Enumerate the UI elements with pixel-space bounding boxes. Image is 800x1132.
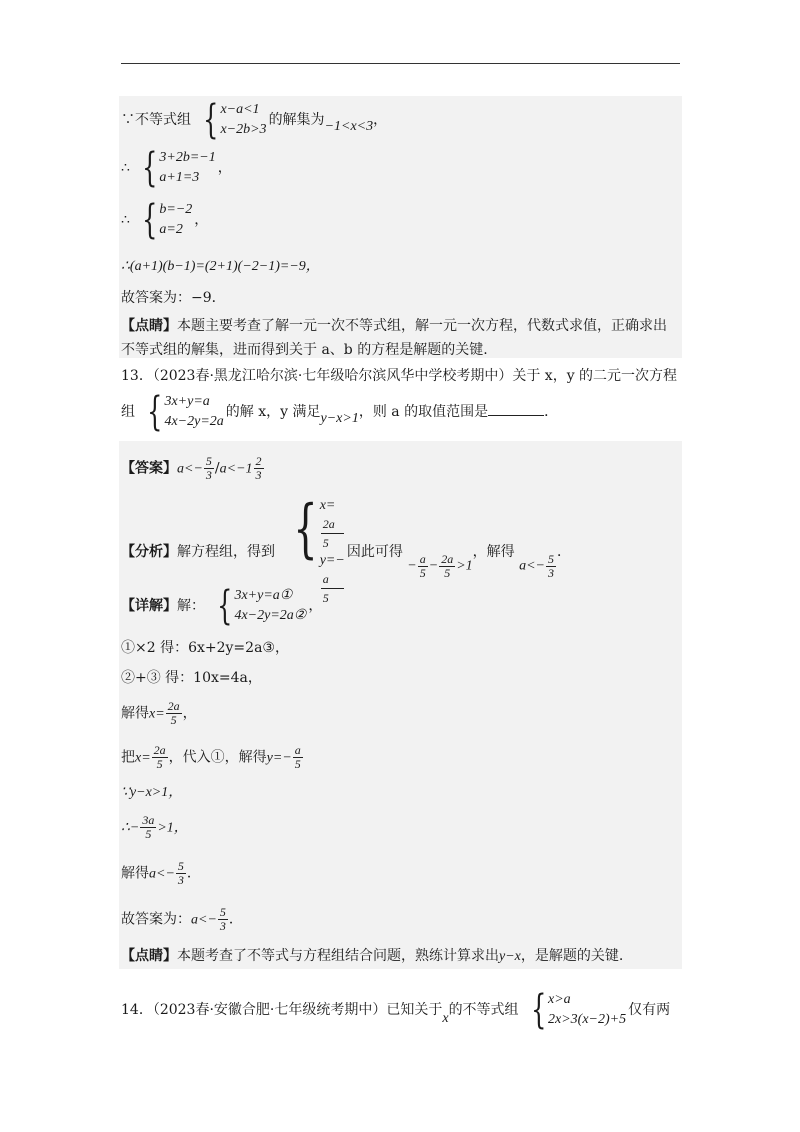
- s13-step-1: ①×2 得：6x+2y=2a③，: [121, 640, 289, 656]
- answer-blank: [488, 403, 544, 416]
- s13-step-2: ②+③ 得：10x=4a，: [121, 670, 262, 686]
- s12-line-system: ∵不等式组 { x−a<1 x−2b>3 的解集为−1<x<3，: [121, 97, 388, 143]
- s13-step-6: ∴− $\frac{3a}{5}$ >1，: [121, 813, 188, 841]
- q13-line-1: 13．（2023春·黑龙江哈尔滨·七年级哈尔滨风华中学校考期中）关于 x，y 的二元一次方程: [121, 368, 678, 384]
- q13-line-2: 组 { 3x+y=a 4x−2y=2a 的解 x，y 满足y−x>1，则 a 的取值范围是 ．: [121, 389, 559, 435]
- s13-analysis: 【分析】解方程组，得到 { x= 2a 5 y=− a 5 因此可得 − $\frac{a}{5}$ − $\frac{2a}{5}$ >1，解得 a<− $\frac{5}{3}$ ．: [121, 492, 571, 605]
- s12-line-eq2: ∴ { b=−2 a=2 ，: [121, 197, 209, 243]
- s13-comment: 【点睛】本题考查了不等式与方程组结合问题，熟练计算求出y−x，是解题的关键.: [121, 948, 624, 964]
- s13-step-5: ∵y−x>1，: [121, 785, 183, 800]
- q14-line-1: 14．（2023春·安徽合肥·七年级统考期中）已知关于x的不等式组 { x>a 2x>3(x−2)+5 仅有两: [121, 987, 671, 1033]
- s12-line-compute: ∴(a+1)(b−1)=(2+1)(−2−1)=−9，: [121, 259, 320, 274]
- s12-line-eq1: ∴ { 3+2b=−1 a+1=3 ，: [121, 145, 232, 191]
- s13-detail: 【详解】解： { 3x+y=a① 4x−2y=2a② ，: [121, 583, 323, 629]
- s12-answer: 故答案为：−9．: [121, 290, 226, 306]
- s13-answer: 【答案】a<− $\frac{5}{3}$ /a<−1 $\frac{2}{3}$: [121, 454, 262, 482]
- s13-step-4: 把x= $\frac{2a}{5}$ ，代入①，解得y=− $\frac{a}{5}$: [121, 743, 301, 771]
- s12-comment-1: 【点睛】本题主要考查了解一元一次不等式组，解一元一次方程，代数式求值，正确求出: [121, 318, 667, 334]
- s13-step-3: 解得x= $\frac{2a}{5}$ ，: [121, 699, 197, 727]
- s13-final-answer: 故答案为：a<− $\frac{5}{3}$ ．: [121, 905, 243, 933]
- s13-step-7: 解得a<− $\frac{5}{3}$ ．: [121, 859, 201, 887]
- s12-comment-2: 不等式组的解集，进而得到关于 a、b 的方程是解题的关键.: [121, 342, 488, 358]
- header-rule: [121, 63, 680, 64]
